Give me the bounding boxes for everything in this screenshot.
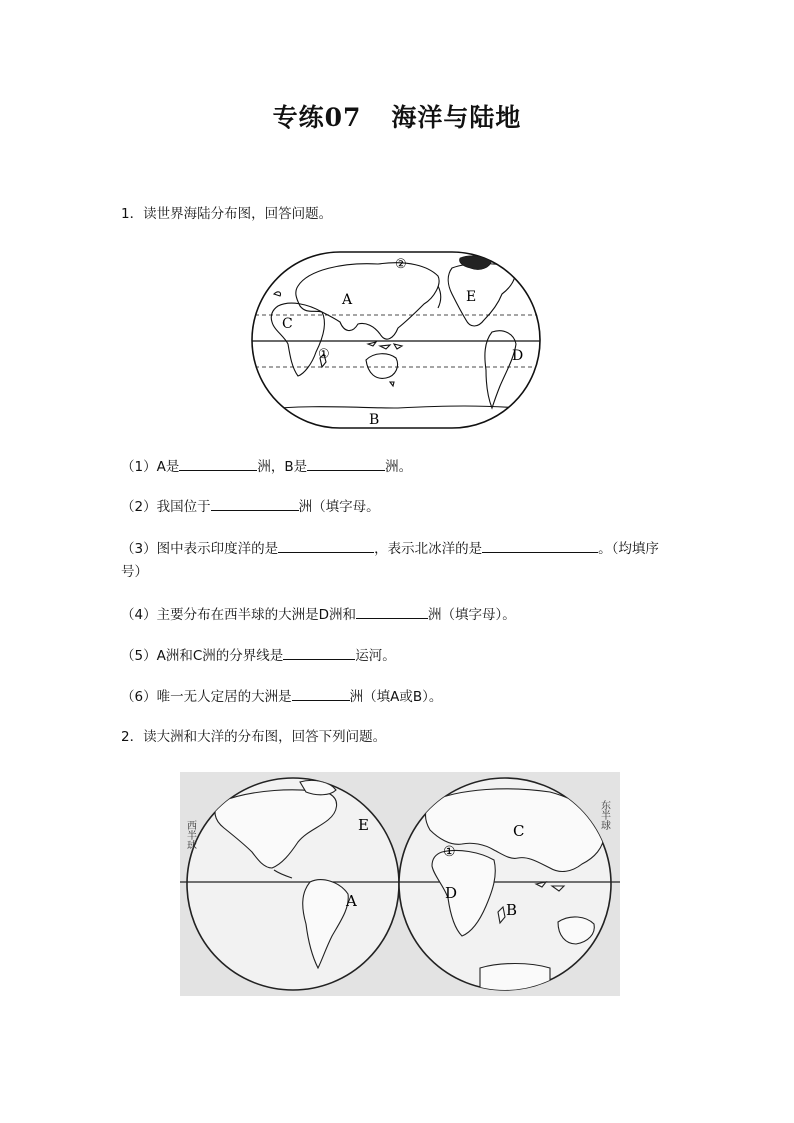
eastern-hemisphere-label: 东半球 (598, 800, 610, 830)
map2-label-B: B (506, 901, 518, 919)
map1-label-E: E (466, 289, 477, 305)
answer-blank[interactable] (482, 538, 598, 553)
map2-label-C: C (513, 822, 525, 840)
map1-label-B: B (369, 412, 380, 428)
answer-blank[interactable] (278, 538, 374, 553)
answer-blank[interactable] (179, 456, 257, 471)
answer-blank[interactable] (356, 604, 428, 619)
map2-label-ocean1: ① (443, 844, 456, 860)
question-1-part-2: （2）我国位于 洲（填字母。 (121, 496, 380, 517)
world-map-figure (248, 248, 544, 436)
question-1-stem: 1．读世界海陆分布图，回答问题。 (121, 206, 333, 222)
answer-blank[interactable] (292, 686, 350, 701)
map1-label-ocean1: ① (318, 347, 330, 362)
question-2-stem: 2．读大洲和大洋的分布图，回答下列问题。 (121, 729, 387, 745)
map1-label-D: D (512, 348, 524, 364)
answer-blank[interactable] (307, 456, 385, 471)
question-1-part-1: （1）A是 洲，B是 洲。 (121, 456, 412, 477)
question-1-part-3-cont: 号） (121, 564, 148, 580)
map2-label-E: E (358, 816, 369, 834)
question-1-part-5: （5）A洲和C洲的分界线是 运河。 (121, 645, 396, 666)
question-1-part-3: （3）图中表示印度洋的是 ，表示北冰洋的是 。（均填序 (121, 538, 659, 559)
map1-label-ocean2: ② (395, 257, 407, 272)
page-title: 专练07 海洋与陆地 (272, 103, 522, 132)
map1-label-C: C (282, 316, 293, 332)
map2-label-D: D (445, 884, 458, 902)
question-1-part-6: （6）唯一无人定居的大洲是 洲（填A或B）。 (121, 686, 442, 707)
question-1-part-4: （4）主要分布在西半球的大洲是D洲和 洲（填字母）。 (121, 604, 516, 625)
hemispheres-map-figure (180, 772, 620, 1000)
map2-label-A: A (346, 892, 357, 910)
answer-blank[interactable] (283, 645, 355, 660)
western-hemisphere-label: 西半球 (184, 820, 196, 850)
answer-blank[interactable] (211, 496, 299, 511)
map1-label-A: A (342, 292, 353, 308)
